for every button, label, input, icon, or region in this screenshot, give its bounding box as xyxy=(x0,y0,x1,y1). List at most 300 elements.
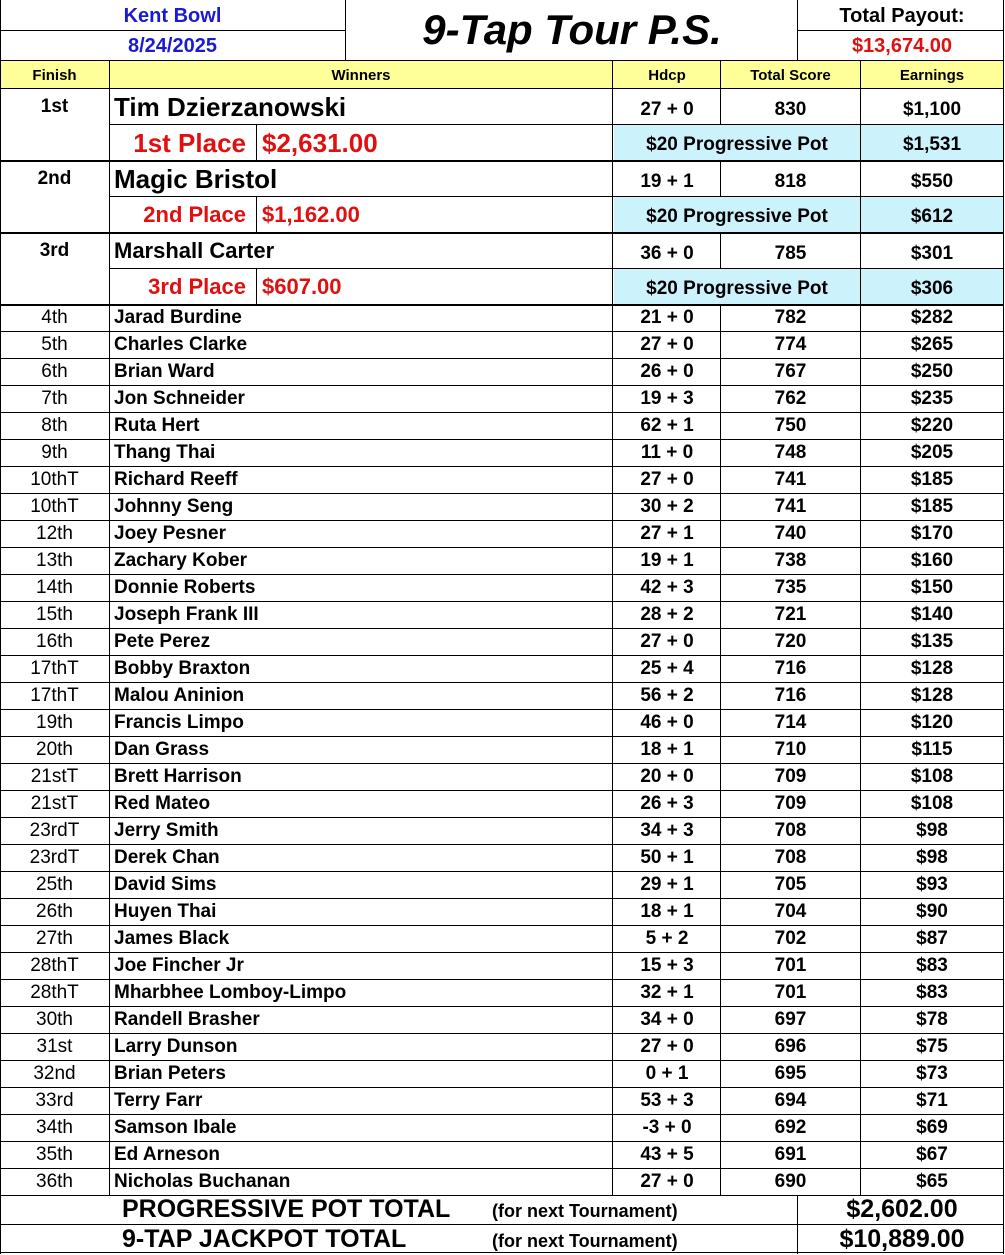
grid-line xyxy=(345,0,346,61)
earnings: $205 xyxy=(910,441,954,463)
progressive-total-value: $2,602.00 xyxy=(846,1194,958,1223)
earnings: $108 xyxy=(910,792,954,814)
place-prize-amount: $607.00 xyxy=(262,274,342,299)
grid-line xyxy=(720,61,721,88)
grid-line xyxy=(860,790,861,817)
finish-place: 3rd xyxy=(39,240,70,261)
total-score: 704 xyxy=(774,900,807,922)
grid-line xyxy=(720,547,721,574)
grid-line xyxy=(720,709,721,736)
winner-name: Terry Farr xyxy=(114,1089,203,1111)
grid-line xyxy=(860,61,861,88)
winner-name: James Black xyxy=(114,927,230,949)
winner-name: Zachary Kober xyxy=(114,549,248,571)
hdcp: 29 + 1 xyxy=(640,873,694,895)
progressive-pot-label: $20 Progressive Pot xyxy=(646,278,828,299)
grid-line xyxy=(720,439,721,466)
earnings: $185 xyxy=(910,495,954,517)
winner-name: Ruta Hert xyxy=(114,414,200,436)
grid-line xyxy=(0,601,1004,602)
grid-line xyxy=(0,30,345,31)
grid-line xyxy=(860,1141,861,1168)
total-score: 702 xyxy=(774,927,807,949)
hdcp: 43 + 5 xyxy=(640,1143,694,1165)
grid-line xyxy=(720,304,721,331)
hdcp: 15 + 3 xyxy=(640,954,694,976)
grid-line xyxy=(720,1033,721,1060)
finish-place: 14th xyxy=(36,576,73,598)
col-winners: Winners xyxy=(331,66,391,84)
hdcp: 27 + 0 xyxy=(640,333,694,355)
winner-name: Brian Ward xyxy=(114,360,215,382)
total-score: 714 xyxy=(774,711,807,733)
grid-line xyxy=(720,844,721,871)
jackpot-total-note: (for next Tournament) xyxy=(492,1230,678,1251)
place-prize-label: 1st Place xyxy=(133,127,246,158)
grid-line xyxy=(720,466,721,493)
earnings: $98 xyxy=(916,846,948,868)
total-score: 750 xyxy=(774,414,807,436)
hdcp: 25 + 4 xyxy=(640,657,694,679)
grid-line xyxy=(0,682,1004,683)
grid-line xyxy=(0,60,1004,61)
earnings: $282 xyxy=(910,306,954,328)
grid-line xyxy=(860,601,861,628)
earnings: $87 xyxy=(916,927,948,949)
grid-line xyxy=(860,898,861,925)
grid-line xyxy=(860,1060,861,1087)
earnings: $235 xyxy=(910,387,954,409)
grid-line xyxy=(0,925,1004,926)
grid-line xyxy=(0,817,1004,818)
hdcp: 27 + 0 xyxy=(640,99,694,120)
grid-line xyxy=(860,439,861,466)
col-total-score: Total Score xyxy=(750,66,831,84)
winner-name: Malou Aninion xyxy=(114,684,245,706)
finish-place: 10thT xyxy=(30,468,79,490)
grid-line xyxy=(0,520,1004,521)
grid-line xyxy=(720,628,721,655)
total-score: 701 xyxy=(774,954,807,976)
finish-place: 16th xyxy=(36,630,73,652)
finish-place: 6th xyxy=(41,360,68,382)
winner-name: Jon Schneider xyxy=(114,387,245,409)
grid-line xyxy=(256,125,257,161)
total-score: 774 xyxy=(774,333,807,355)
hdcp: -3 + 0 xyxy=(642,1116,692,1138)
grid-line xyxy=(256,197,257,233)
earnings: $67 xyxy=(916,1143,948,1165)
earnings: $69 xyxy=(916,1116,948,1138)
grid-line xyxy=(109,268,1003,269)
grid-line xyxy=(860,682,861,709)
total-score: 708 xyxy=(774,819,807,841)
grid-line xyxy=(860,709,861,736)
total-score: 716 xyxy=(774,657,807,679)
earnings: $115 xyxy=(911,738,953,760)
progressive-pot-amount: $1,531 xyxy=(902,134,962,155)
total-score: 709 xyxy=(774,792,807,814)
hdcp: 18 + 1 xyxy=(640,900,694,922)
grid-line xyxy=(0,331,1004,332)
finish-place: 15th xyxy=(36,603,73,625)
total-score: 694 xyxy=(774,1089,807,1111)
grid-line xyxy=(720,817,721,844)
winner-name: Jerry Smith xyxy=(114,819,219,841)
grid-line xyxy=(109,196,1003,197)
winner-name: Joey Pesner xyxy=(114,522,226,544)
col-earnings: Earnings xyxy=(899,66,965,84)
earnings: $250 xyxy=(910,360,954,382)
total-score: 767 xyxy=(774,360,807,382)
finish-place: 8th xyxy=(41,414,68,436)
total-score: 690 xyxy=(774,1170,807,1192)
place-prize-amount: $1,162.00 xyxy=(262,202,360,227)
hdcp: 0 + 1 xyxy=(645,1062,689,1084)
grid-line xyxy=(860,655,861,682)
total-score: 720 xyxy=(774,630,807,652)
earnings: $75 xyxy=(916,1035,948,1057)
finish-place: 19th xyxy=(36,711,73,733)
earnings: $265 xyxy=(910,333,954,355)
hdcp: 27 + 0 xyxy=(640,1170,694,1192)
total-score: 740 xyxy=(774,522,807,544)
payout-value: $13,674.00 xyxy=(851,34,953,57)
grid-line xyxy=(0,547,1004,548)
grid-line xyxy=(860,412,861,439)
total-score: 710 xyxy=(774,738,807,760)
winner-name: Brian Peters xyxy=(114,1062,226,1084)
border-right xyxy=(1003,0,1004,1254)
col-finish: Finish xyxy=(32,66,77,84)
total-score: 818 xyxy=(774,171,807,192)
grid-line xyxy=(0,898,1004,899)
hdcp: 21 + 0 xyxy=(640,306,694,328)
grid-line xyxy=(0,1168,1004,1169)
winner-name: Ed Arneson xyxy=(114,1143,220,1165)
event-date: 8/24/2025 xyxy=(128,34,217,57)
grid-line xyxy=(0,439,1004,440)
earnings: $65 xyxy=(916,1170,948,1192)
finish-place: 23rdT xyxy=(29,846,80,868)
total-score: 762 xyxy=(774,387,807,409)
grid-line xyxy=(860,466,861,493)
grid-line xyxy=(720,736,721,763)
grid-line xyxy=(860,233,861,305)
progressive-pot-amount: $612 xyxy=(910,206,954,227)
winner-name: Richard Reeff xyxy=(114,468,238,490)
winner-name: Randell Brasher xyxy=(114,1008,260,1030)
grid-line xyxy=(860,385,861,412)
grid-line xyxy=(0,709,1004,710)
grid-line xyxy=(860,763,861,790)
grid-line xyxy=(0,466,1004,467)
winner-name: Mharbhee Lomboy-Limpo xyxy=(114,981,347,1003)
hdcp: 36 + 0 xyxy=(640,243,694,264)
grid-line xyxy=(860,871,861,898)
grid-line xyxy=(860,1033,861,1060)
earnings: $93 xyxy=(916,873,948,895)
grid-line xyxy=(0,655,1004,656)
total-score: 830 xyxy=(774,99,807,120)
winner-name: Nicholas Buchanan xyxy=(114,1170,291,1192)
grid-line xyxy=(860,520,861,547)
earnings: $71 xyxy=(916,1089,948,1111)
grid-line xyxy=(860,979,861,1006)
grid-line xyxy=(720,574,721,601)
hdcp: 27 + 0 xyxy=(640,630,694,652)
progressive-pot-amount: $306 xyxy=(910,278,954,299)
grid-line xyxy=(797,30,1003,31)
total-score: 735 xyxy=(774,576,807,598)
winner-name: Thang Thai xyxy=(114,441,216,463)
total-score: 741 xyxy=(774,468,807,490)
total-score: 692 xyxy=(774,1116,807,1138)
grid-line xyxy=(860,817,861,844)
finish-place: 21stT xyxy=(30,792,79,814)
grid-line xyxy=(860,628,861,655)
hdcp: 19 + 1 xyxy=(640,549,694,571)
grid-line xyxy=(720,89,721,125)
earnings: $185 xyxy=(910,468,954,490)
grid-line xyxy=(256,269,257,305)
winner-name: Magic Bristol xyxy=(114,163,278,194)
winner-name: Larry Dunson xyxy=(114,1035,238,1057)
total-score: 695 xyxy=(774,1062,807,1084)
grid-line xyxy=(0,1033,1004,1034)
grid-line xyxy=(720,520,721,547)
hdcp: 27 + 1 xyxy=(640,522,694,544)
total-score: 708 xyxy=(774,846,807,868)
grid-line xyxy=(0,160,1004,162)
earnings: $140 xyxy=(910,603,954,625)
grid-line xyxy=(0,412,1004,413)
grid-line xyxy=(720,412,721,439)
grid-line xyxy=(0,736,1004,737)
grid-line xyxy=(0,871,1004,872)
total-score: 785 xyxy=(774,243,807,264)
grid-line xyxy=(720,1114,721,1141)
winner-name: Pete Perez xyxy=(114,630,211,652)
grid-line xyxy=(860,89,861,161)
page-title: 9-Tap Tour P.S. xyxy=(422,6,722,53)
grid-line xyxy=(860,358,861,385)
finish-place: 25th xyxy=(36,873,73,895)
grid-line xyxy=(720,358,721,385)
border-left xyxy=(0,0,1,1254)
grid-line xyxy=(0,385,1004,386)
earnings: $120 xyxy=(910,711,954,733)
grid-line xyxy=(0,493,1004,494)
hdcp: 19 + 3 xyxy=(640,387,694,409)
finish-place: 10thT xyxy=(30,495,79,517)
place-prize-label: 2nd Place xyxy=(143,202,246,227)
hdcp: 28 + 2 xyxy=(640,603,694,625)
finish-place: 12th xyxy=(36,522,73,544)
earnings: $78 xyxy=(916,1008,948,1030)
grid-line xyxy=(720,790,721,817)
grid-line xyxy=(720,1168,721,1195)
winner-name: Red Mateo xyxy=(114,792,211,814)
total-score: 741 xyxy=(774,495,807,517)
grid-line xyxy=(860,547,861,574)
grid-line xyxy=(0,574,1004,575)
grid-line xyxy=(860,331,861,358)
grid-line xyxy=(860,925,861,952)
earnings: $83 xyxy=(916,954,948,976)
grid-line xyxy=(0,358,1004,359)
winner-name: Samson Ibale xyxy=(114,1116,237,1138)
grid-line xyxy=(0,232,1004,234)
finish-place: 7th xyxy=(41,387,68,409)
grid-line xyxy=(0,952,1004,953)
grid-line xyxy=(860,1168,861,1195)
earnings: $83 xyxy=(916,981,948,1003)
grid-line xyxy=(0,1087,1004,1088)
finish-place: 28thT xyxy=(30,954,79,976)
finish-place: 30th xyxy=(36,1008,73,1030)
earnings: $301 xyxy=(910,243,954,264)
grid-line xyxy=(860,1087,861,1114)
grid-line xyxy=(720,898,721,925)
grid-line xyxy=(720,655,721,682)
grid-line xyxy=(0,790,1004,791)
hdcp: 26 + 0 xyxy=(640,360,694,382)
earnings: $220 xyxy=(910,414,954,436)
grid-line xyxy=(0,1224,1004,1225)
finish-place: 1st xyxy=(40,96,69,117)
winner-name: Derek Chan xyxy=(114,846,220,868)
total-score: 709 xyxy=(774,765,807,787)
finish-place: 17thT xyxy=(30,684,79,706)
total-score: 748 xyxy=(774,441,807,463)
progressive-total-note: (for next Tournament) xyxy=(492,1200,678,1221)
total-score: 738 xyxy=(774,549,807,571)
grid-line xyxy=(860,161,861,233)
total-score: 782 xyxy=(774,306,807,328)
total-score: 705 xyxy=(774,873,807,895)
earnings: $135 xyxy=(910,630,954,652)
grid-line xyxy=(720,385,721,412)
finish-place: 9th xyxy=(41,441,68,463)
grid-line xyxy=(720,233,721,269)
finish-place: 23rdT xyxy=(29,819,80,841)
hdcp: 26 + 3 xyxy=(640,792,694,814)
grid-line xyxy=(0,1252,1004,1253)
grid-line xyxy=(0,1060,1004,1061)
finish-place: 20th xyxy=(36,738,73,760)
earnings: $98 xyxy=(916,819,948,841)
hdcp: 53 + 3 xyxy=(640,1089,694,1111)
col-hdcp: Hdcp xyxy=(648,66,686,84)
grid-line xyxy=(860,1114,861,1141)
finish-place: 2nd xyxy=(37,168,72,189)
earnings: $73 xyxy=(916,1062,948,1084)
jackpot-total-label: 9-TAP JACKPOT TOTAL xyxy=(122,1224,407,1253)
winner-name: Joe Fincher Jr xyxy=(114,954,244,976)
earnings: $108 xyxy=(910,765,954,787)
hdcp: 18 + 1 xyxy=(640,738,694,760)
finish-place: 21stT xyxy=(30,765,79,787)
grid-line xyxy=(720,1006,721,1033)
earnings: $170 xyxy=(910,522,954,544)
grid-line xyxy=(0,1141,1004,1142)
hdcp: 32 + 1 xyxy=(640,981,694,1003)
total-score: 697 xyxy=(774,1008,807,1030)
grid-line xyxy=(720,871,721,898)
grid-line xyxy=(860,844,861,871)
winner-name: Charles Clarke xyxy=(114,333,248,355)
progressive-pot-label: $20 Progressive Pot xyxy=(646,206,828,227)
grid-line xyxy=(860,493,861,520)
progressive-total-label: PROGRESSIVE POT TOTAL xyxy=(122,1194,451,1223)
hdcp: 50 + 1 xyxy=(640,846,694,868)
finish-place: 28thT xyxy=(30,981,79,1003)
grid-line xyxy=(0,1195,1004,1196)
finish-place: 27th xyxy=(36,927,73,949)
hdcp: 62 + 1 xyxy=(640,414,694,436)
grid-line xyxy=(720,682,721,709)
grid-line xyxy=(720,1087,721,1114)
finish-place: 13th xyxy=(36,549,73,571)
hdcp: 19 + 1 xyxy=(640,171,694,192)
earnings: $150 xyxy=(910,576,954,598)
winner-name: David Sims xyxy=(114,873,217,895)
grid-line xyxy=(720,493,721,520)
hdcp: 27 + 0 xyxy=(640,1035,694,1057)
earnings: $160 xyxy=(910,549,954,571)
winner-name: Tim Dzierzanowski xyxy=(114,91,347,122)
grid-line xyxy=(0,628,1004,629)
grid-line xyxy=(720,601,721,628)
earnings: $90 xyxy=(916,900,948,922)
payout-label: Total Payout: xyxy=(839,4,965,27)
grid-line xyxy=(720,1141,721,1168)
finish-place: 35th xyxy=(36,1143,73,1165)
grid-line xyxy=(0,763,1004,764)
hdcp: 34 + 3 xyxy=(640,819,694,841)
progressive-pot-label: $20 Progressive Pot xyxy=(646,134,828,155)
grid-line xyxy=(860,304,861,331)
earnings: $128 xyxy=(910,684,954,706)
winner-name: Joseph Frank III xyxy=(114,603,259,625)
finish-place: 33rd xyxy=(35,1089,74,1111)
grid-line xyxy=(720,925,721,952)
earnings: $1,100 xyxy=(902,99,962,120)
grid-line xyxy=(720,1060,721,1087)
grid-line xyxy=(860,736,861,763)
total-score: 721 xyxy=(774,603,807,625)
total-score: 701 xyxy=(774,981,807,1003)
finish-place: 34th xyxy=(36,1116,73,1138)
finish-place: 26th xyxy=(36,900,73,922)
finish-place: 4th xyxy=(41,306,68,328)
hdcp: 20 + 0 xyxy=(640,765,694,787)
hdcp: 11 + 0 xyxy=(640,441,694,463)
grid-line xyxy=(0,304,1004,306)
finish-place: 32nd xyxy=(33,1062,76,1084)
grid-line xyxy=(860,574,861,601)
winner-name: Marshall Carter xyxy=(114,238,275,263)
place-prize-label: 3rd Place xyxy=(148,274,246,299)
grid-line xyxy=(0,1114,1004,1115)
hdcp: 42 + 3 xyxy=(640,576,694,598)
finish-place: 31st xyxy=(36,1035,73,1057)
hdcp: 46 + 0 xyxy=(640,711,694,733)
earnings: $550 xyxy=(910,171,954,192)
hdcp: 56 + 2 xyxy=(640,684,694,706)
winner-name: Dan Grass xyxy=(114,738,210,760)
